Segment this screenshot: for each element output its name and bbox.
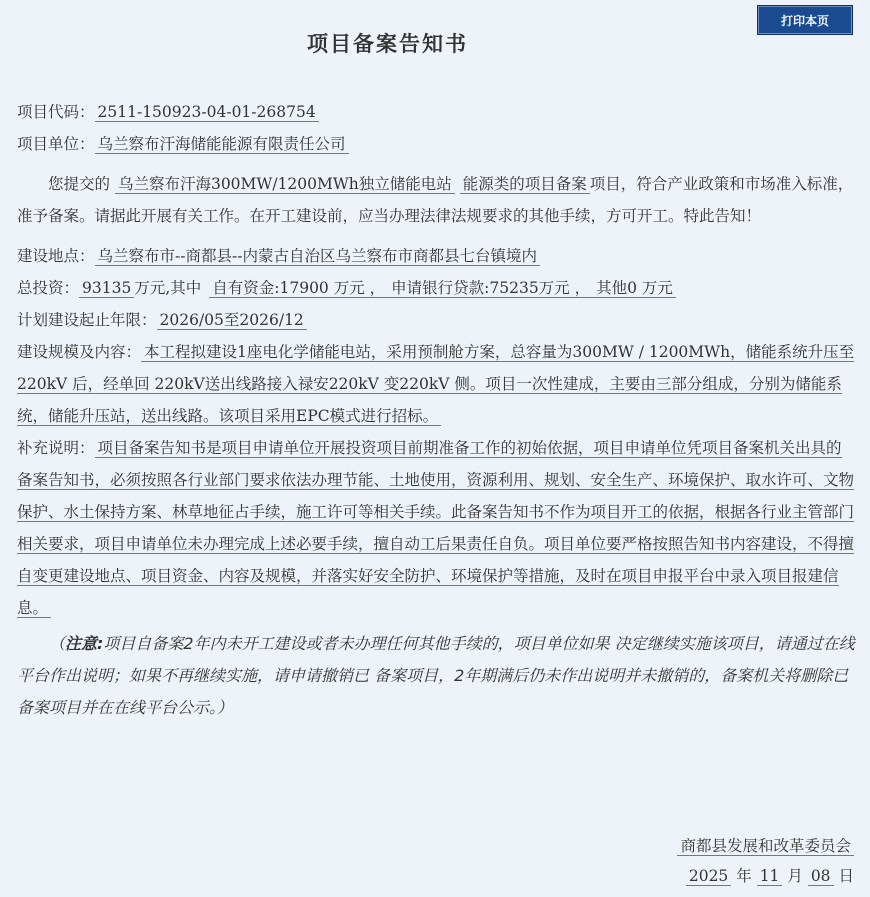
period-row xyxy=(17,304,855,336)
investment-row xyxy=(17,272,855,304)
date-month: 11 xyxy=(757,867,783,886)
project-code-value: 2511-150923-04-01-268754 xyxy=(95,103,319,122)
scale-block xyxy=(17,336,855,432)
location-row xyxy=(17,240,855,272)
investment-label: 总投资： xyxy=(17,279,80,297)
own-funds: 自有资金:17900 万元 ， xyxy=(209,279,388,298)
notice-document xyxy=(17,96,855,724)
period-label: 计划建设起止年限： xyxy=(17,311,157,329)
supplement-block xyxy=(17,432,855,624)
notice-intro: 您提交的 xyxy=(48,175,111,193)
supplement-label: 补充说明： xyxy=(17,439,95,457)
page-title: 项目备案告知书 xyxy=(307,31,468,56)
print-page-button[interactable]: 打印本页 xyxy=(757,5,853,35)
signature-block xyxy=(677,831,854,891)
date-day: 08 xyxy=(808,867,834,886)
scale-label: 建设规模及内容： xyxy=(17,343,142,361)
location-value: 乌兰察布市--商都县--内蒙古自治区乌兰察布市商都县七台镇境内 xyxy=(95,247,540,266)
notice-body: 项目，符合产业政策和市场准入标准，准予备案。请据此开展有关工作。在开工建设前，应当办理法律法规要求的其他手续，方可开工。特此告知！ xyxy=(17,175,854,225)
project-category: 能源类的项目备案 xyxy=(460,175,590,194)
total-investment: 93135 xyxy=(79,279,134,298)
issue-date xyxy=(677,861,854,891)
period-value: 2026/05至2026/12 xyxy=(157,311,307,330)
scale-value: 本工程拟建设1座电化学储能电站，采用预制舱方案，总容量为300MW / 1200MWh，储能系统升压至 220kV 后，经单回 220kV送出线路接入禄安220kV 变220kV 侧。项目一次性建成，主要由三部分组成，分别为储能系统，储能升压站，送出线路。该项目采用EPC模式进行招标。 xyxy=(17,343,855,425)
project-unit-label: 项目单位： xyxy=(17,135,95,153)
project-code-label: 项目代码： xyxy=(17,103,95,121)
caution-label: 注意: xyxy=(65,634,104,653)
bank-loan: 申请银行贷款:75235万元 ， xyxy=(388,279,593,298)
supplement-value: 项目备案告知书是项目申请单位开展投资项目前期准备工作的初始依据，项目申请单位凭项目备案机关出具的备案告知书，必须按照各行业部门要求依法办理节能、土地使用，资源利用、规划、安全生产、环境保护、取水许可、文物保护、水土保持方案、林草地征占手续，施工许可等相关手续。此备案告知书不作为项目开工的依据，根据各行业主管部门相关要求，项目申请单位未办理完成上述必要手续，擅自动工后果责任自负。项目单位要严格按照告知书内容建设，不得擅自变更建设地点、项目资金、内容及规模，并落实好安全防护、环境保护等措施，及时在项目申报平台中录入项目报建信息。 xyxy=(17,439,855,617)
notice-paragraph xyxy=(17,168,855,232)
day-label: 日 xyxy=(838,867,854,885)
date-year: 2025 xyxy=(686,867,731,886)
other-funds: 其他0 万元 xyxy=(593,279,676,298)
month-label: 月 xyxy=(787,867,803,885)
project-unit-value: 乌兰察布汗海储能能源有限责任公司 xyxy=(95,135,349,154)
total-unit: 万元,其中 xyxy=(134,279,202,297)
project-code-row xyxy=(17,96,855,128)
location-label: 建设地点： xyxy=(17,247,95,265)
issuing-authority: 商都县发展和改革委员会 xyxy=(677,837,854,856)
caution-note xyxy=(17,628,855,724)
caution-open: （ xyxy=(49,634,66,653)
project-name: 乌兰察布汗海300MW/1200MWh独立储能电站 xyxy=(115,175,455,194)
year-label: 年 xyxy=(736,867,752,885)
caution-text: 项目自备案2年内未开工建设或者未办理任何其他手续的，项目单位如果 决定继续实施该项目，请通过在线平台作出说明；如果不再继续实施，请申请撤销已 备案项目，2年期满后仍未作出说明并未撤销的，备案机关将删除已备案项目并在在线平台公示。） xyxy=(17,634,855,717)
project-unit-row xyxy=(17,128,855,160)
